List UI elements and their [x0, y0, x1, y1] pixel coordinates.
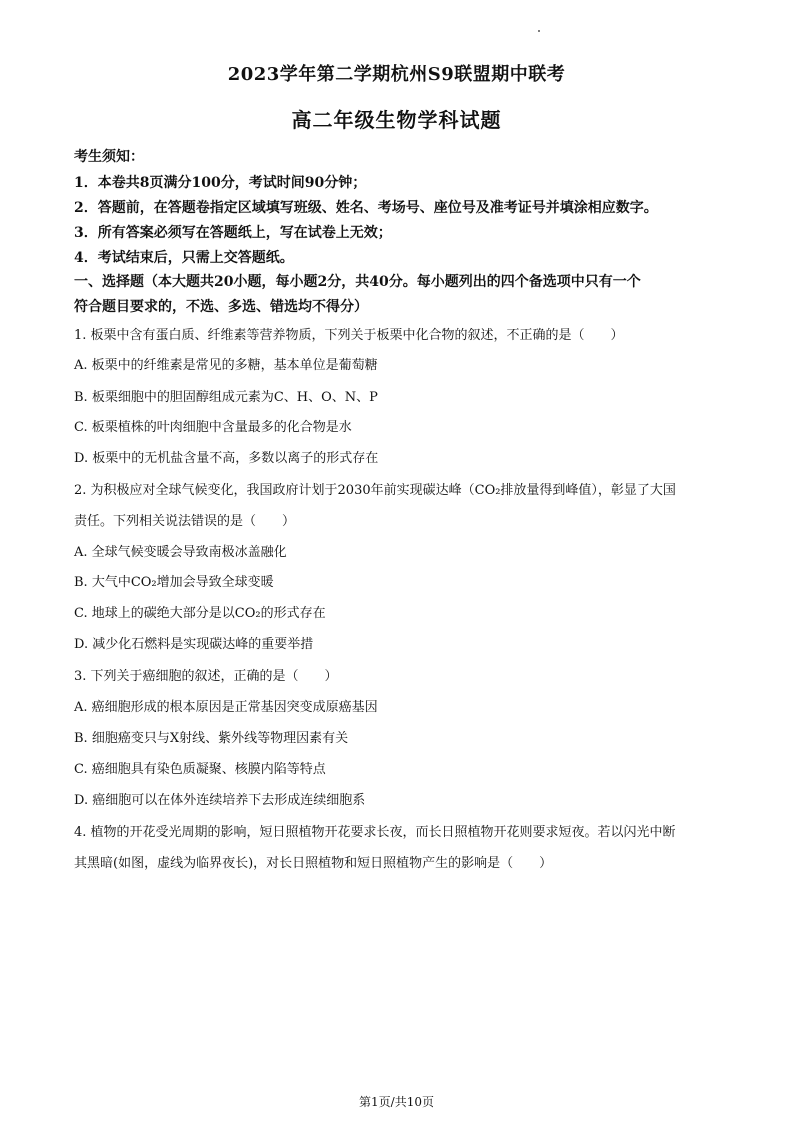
question-3-option-d: D. 癌细胞可以在体外连续培养下去形成连续细胞系 [74, 793, 366, 808]
question-1-option-a: A. 板栗中的纤维素是常见的多糖，基本单位是葡萄糖 [74, 358, 378, 373]
question-2-stem-line1: 2. 为积极应对全球气候变化，我国政府计划于2030年前实现碳达峰（CO₂排放量得到峰值），彰显了大国 [74, 483, 676, 498]
question-4-stem-line2: 其黑暗(如图，虚线为临界夜长)，对长日照植物和短日照植物产生的影响是（ ） [74, 856, 553, 871]
page-footer: 第1页/共10页 [359, 1095, 434, 1109]
question-1-option-c: C. 板栗植株的叶肉细胞中含量最多的化合物是水 [74, 420, 352, 435]
section-heading-line2: 符合题目要求的，不选、多选、错选均不得分） [74, 299, 368, 315]
question-3-option-c: C. 癌细胞具有染色质凝聚、核膜内陷等特点 [74, 762, 326, 777]
question-2-option-d: D. 减少化石燃料是实现碳达峰的重要举措 [74, 637, 314, 652]
question-1-stem: 1. 板栗中含有蛋白质、纤维素等营养物质，下列关于板栗中化合物的叙述，不正确的是（ ） [74, 328, 624, 343]
exam-subtitle: 高二年级生物学科试题 [291, 108, 502, 132]
question-2-option-a: A. 全球气候变暖会导致南极冰盖融化 [74, 545, 287, 560]
notice-item-3: 3．所有答案必须写在答题纸上，写在试卷上无效； [74, 225, 392, 241]
question-2-option-b: B. 大气中CO₂增加会导致全球变暖 [74, 575, 274, 590]
notice-item-1: 1．本卷共8页满分100分，考试时间90分钟； [74, 175, 367, 191]
question-1-option-d: D. 板栗中的无机盐含量不高，多数以离子的形式存在 [74, 451, 379, 466]
question-2-option-c: C. 地球上的碳绝大部分是以CO₂的形式存在 [74, 606, 326, 621]
section-heading-line1: 一、选择题（本大题共20小题，每小题2分，共40分。每小题列出的四个备选项中只有一个 [74, 274, 641, 290]
question-3-option-a: A. 癌细胞形成的根本原因是正常基因突变成原癌基因 [74, 700, 378, 715]
scan-dot [538, 30, 540, 32]
notice-heading: 考生须知： [74, 149, 144, 165]
question-3-stem: 3. 下列关于癌细胞的叙述，正确的是（ ） [74, 669, 338, 684]
question-4-stem-line1: 4. 植物的开花受光周期的影响，短日照植物开花要求长夜，而长日照植物开花则要求短夜。若以闪光中断 [74, 825, 676, 840]
question-1-option-b: B. 板栗细胞中的胆固醇组成元素为C、H、O、N、P [74, 390, 378, 405]
notice-item-2: 2．答题前，在答题卷指定区域填写班级、姓名、考场号、座位号及准考证号并填涂相应数字。 [74, 200, 658, 216]
exam-title: 2023学年第二学期杭州S9联盟期中联考 [227, 64, 566, 85]
question-3-option-b: B. 细胞癌变只与X射线、紫外线等物理因素有关 [74, 731, 349, 746]
notice-item-4: 4．考试结束后，只需上交答题纸。 [74, 250, 294, 266]
question-2-stem-line2: 责任。下列相关说法错误的是（ ） [74, 514, 296, 529]
